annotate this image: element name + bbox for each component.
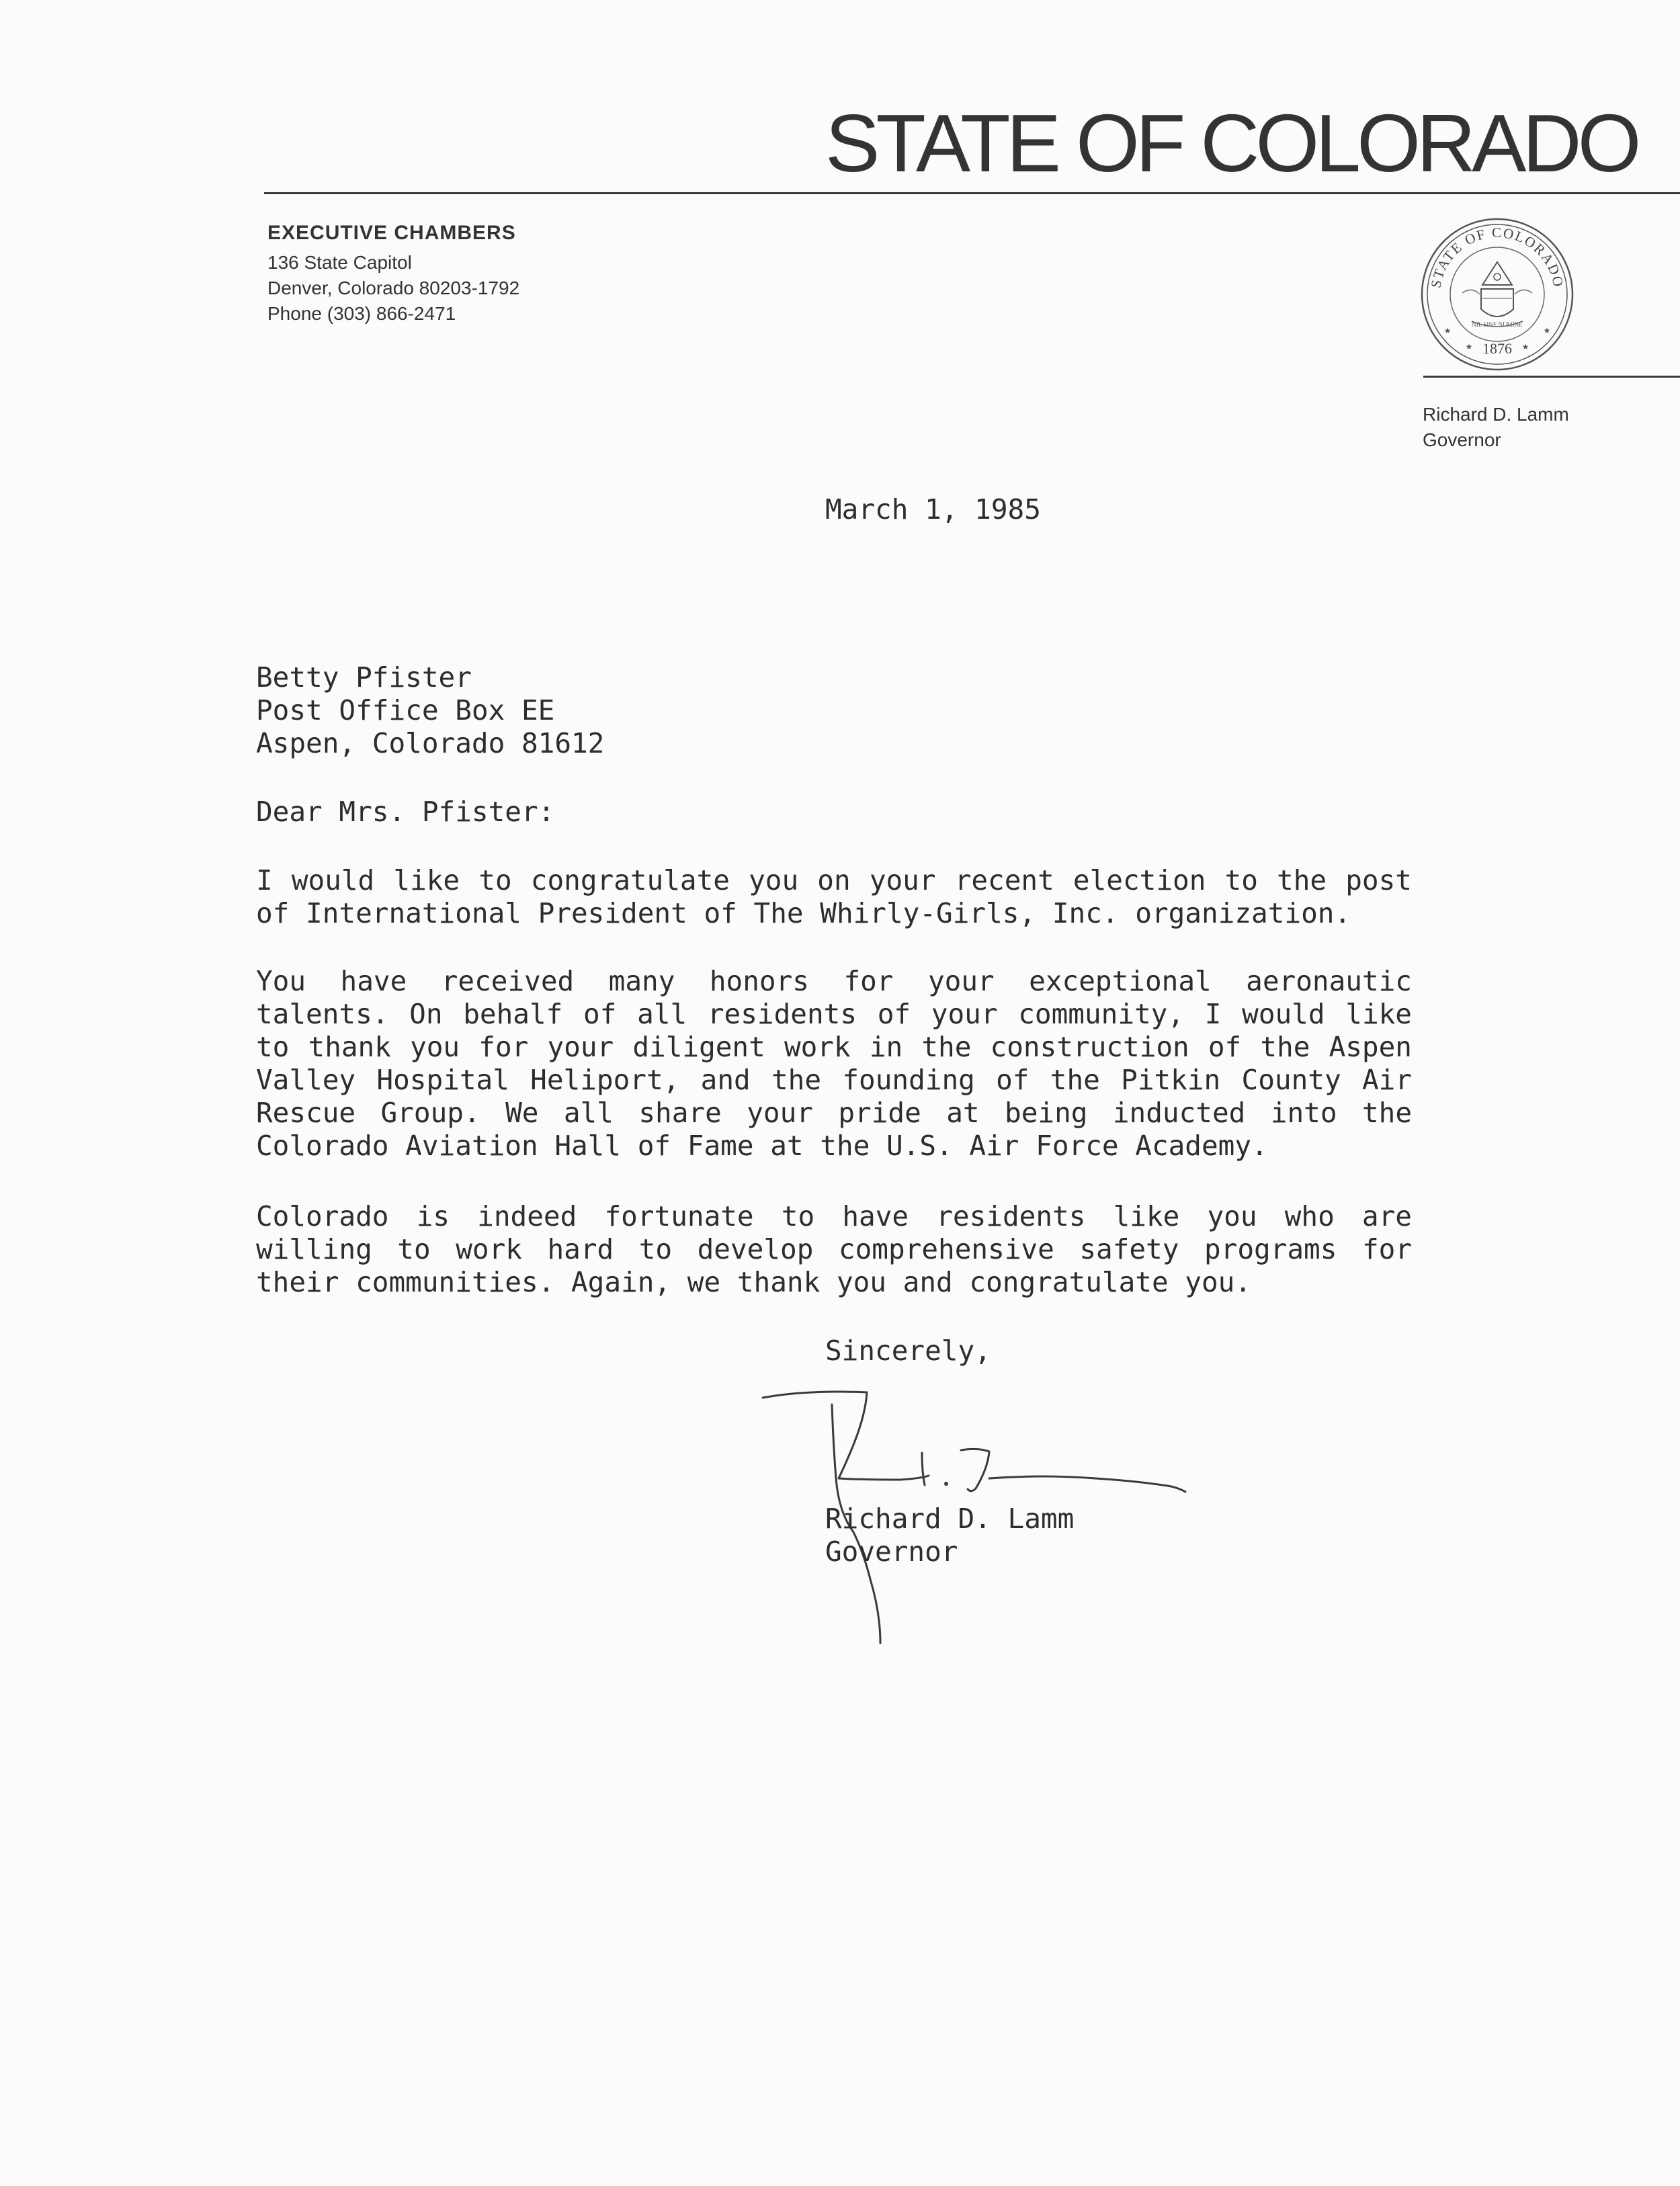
letterhead-rule (264, 192, 1680, 194)
seal-year: 1876 (1482, 340, 1512, 357)
signature-block (825, 1503, 1074, 1568)
recipient-line: Aspen, Colorado 81612 (256, 727, 605, 759)
body-paragraph: I would like to congratulate you on your recent election to the post of International President of The Whirly-Girls, Inc. organization. (256, 864, 1412, 929)
office-address-line: Denver, Colorado 80203-1792 (267, 278, 520, 298)
seal-motto: NIL SINE NUMINE (1472, 321, 1523, 328)
governor-block (1423, 402, 1569, 453)
letter-date: March 1, 1985 (825, 493, 1041, 526)
svg-text:★: ★ (1443, 326, 1452, 335)
signer-name: Richard D. Lamm (825, 1503, 1075, 1535)
letterhead-title: STATE OF COLORADO (825, 97, 1638, 189)
office-block (267, 220, 519, 327)
recipient-line: Betty Pfister (256, 661, 472, 693)
state-seal-icon (1417, 214, 1578, 375)
seal-text: STATE OF COLORADO (1427, 224, 1567, 290)
governor-rule (1423, 376, 1680, 378)
signer-title: Governor (825, 1536, 958, 1568)
body-paragraph: Colorado is indeed fortunate to have residents like you who are willing to work hard to develop comprehensive safety programs for their communities. Again, we thank you and congratulate you. (256, 1200, 1412, 1298)
governor-title: Governor (1423, 429, 1501, 450)
svg-text:STATE OF COLORADO (1427, 224, 1566, 289)
salutation: Dear Mrs. Pfister: (256, 796, 555, 828)
body-paragraph: You have received many honors for your exceptional aeronautic talents. On behalf of all residents of your community, I would like to thank you for your diligent work in the construction of the Aspen Valley Hospital Heliport, and the founding of the Pitkin County Air Rescue Group. We all share your pride at being inducted into the Colorado Aviation Hall of Fame at the U.S. Air Force Academy. (256, 965, 1412, 1162)
svg-text:★: ★ (1543, 326, 1551, 335)
office-name: EXECUTIVE CHAMBERS (267, 222, 516, 244)
office-address-line: 136 State Capitol (267, 252, 412, 273)
closing: Sincerely, (825, 1335, 991, 1367)
recipient-address (256, 661, 604, 760)
svg-text:★: ★ (1465, 342, 1473, 351)
office-phone-line: Phone (303) 866-2471 (267, 303, 456, 324)
recipient-line: Post Office Box EE (256, 694, 555, 726)
svg-text:★: ★ (1521, 342, 1529, 351)
governor-name: Richard D. Lamm (1423, 404, 1569, 425)
